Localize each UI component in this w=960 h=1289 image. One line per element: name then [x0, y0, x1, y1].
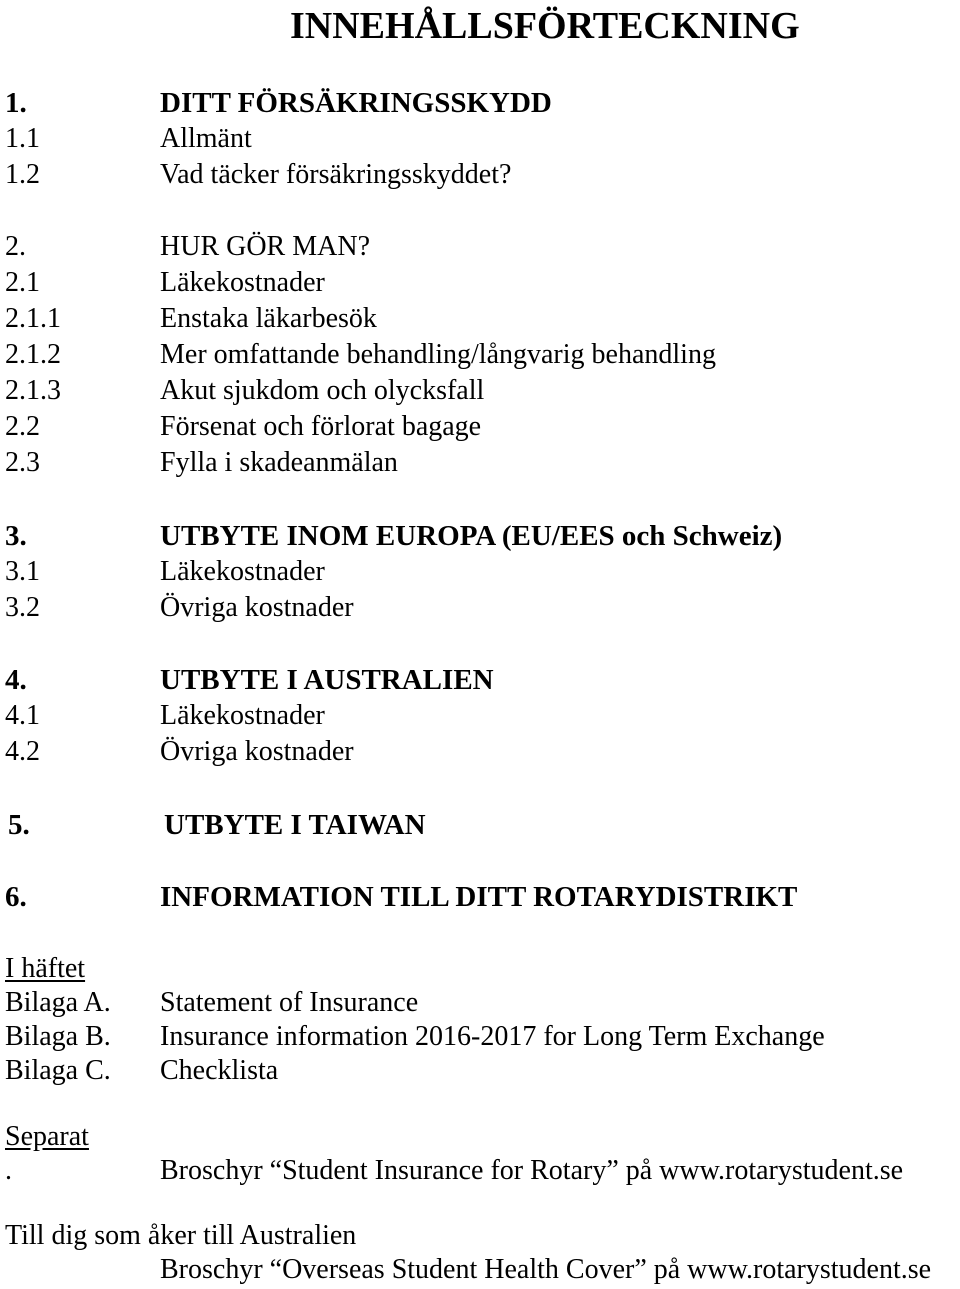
appendix-label: Bilaga C. — [5, 1055, 111, 1086]
appendix-c — [0, 1054, 960, 1088]
toc-number: 2. — [5, 231, 26, 262]
toc-number: 2.1.3 — [5, 375, 61, 406]
toc-label: Vad täcker försäkringsskyddet? — [160, 159, 512, 190]
toc-section-6 — [0, 880, 960, 914]
toc-label: UTBYTE INOM EUROPA (EU/EES och Schweiz) — [160, 520, 783, 552]
toc-number: 3. — [5, 520, 27, 552]
toc-label: Läkekostnader — [160, 556, 325, 587]
toc-label: Övriga kostnader — [160, 736, 354, 767]
australien-text: Broschyr “Overseas Student Health Cover” på www.rotarystudent.se — [160, 1254, 932, 1285]
toc-label: UTBYTE I TAIWAN — [164, 809, 426, 841]
toc-item-2-1-1 — [0, 302, 960, 336]
toc-item-4-1 — [0, 699, 960, 733]
australien-heading-text: Till dig som åker till Australien — [5, 1220, 357, 1251]
toc-item-2-1-2 — [0, 338, 960, 372]
toc-label: Läkekostnader — [160, 267, 325, 298]
toc-number: 4.2 — [5, 736, 40, 767]
toc-label: Övriga kostnader — [160, 592, 354, 623]
appendix-text: Insurance information 2016-2017 for Long Term Exchange — [160, 1021, 825, 1052]
toc-number: 4.1 — [5, 700, 40, 731]
separat-heading-text: Separat — [5, 1121, 89, 1152]
australien-item — [0, 1253, 960, 1287]
toc-item-1-1 — [0, 122, 960, 156]
appendix-label: Bilaga A. — [5, 987, 111, 1018]
appendix-b — [0, 1020, 960, 1054]
toc-item-2-1-3 — [0, 374, 960, 408]
toc-item-2-1 — [0, 266, 960, 300]
toc-number: 5. — [8, 809, 30, 841]
appendix-text: Checklista — [160, 1055, 279, 1086]
toc-item-2-3 — [0, 446, 960, 480]
toc-number: 4. — [5, 664, 27, 696]
toc-item-3-2 — [0, 591, 960, 625]
toc-section-3 — [0, 519, 960, 553]
page-title: INNEHÅLLSFÖRTECKNING — [290, 5, 800, 47]
toc-item-1-2 — [0, 158, 960, 192]
toc-label: Enstaka läkarbesök — [160, 303, 377, 334]
toc-number: 3.1 — [5, 556, 40, 587]
australien-heading — [0, 1219, 960, 1253]
appendix-a — [0, 986, 960, 1020]
toc-item-3-1 — [0, 555, 960, 589]
toc-number: 3.2 — [5, 592, 40, 623]
separat-bullet: . — [5, 1155, 12, 1186]
toc-label: INFORMATION TILL DITT ROTARYDISTRIKT — [160, 881, 798, 913]
haftet-heading-text: I häftet — [5, 953, 86, 984]
toc-number: 2.3 — [5, 447, 40, 478]
toc-label: Mer omfattande behandling/långvarig behandling — [160, 339, 716, 370]
separat-heading — [0, 1120, 960, 1154]
toc-section-1 — [0, 86, 960, 120]
toc-label: Allmänt — [160, 123, 252, 154]
toc-label: Läkekostnader — [160, 700, 325, 731]
separat-item — [0, 1154, 960, 1188]
toc-section-2 — [0, 230, 960, 264]
toc-number: 1.2 — [5, 159, 40, 190]
toc-section-5 — [0, 808, 960, 842]
appendix-label: Bilaga B. — [5, 1021, 111, 1052]
toc-number: 2.1 — [5, 267, 40, 298]
toc-section-4 — [0, 663, 960, 697]
toc-number: 2.1.1 — [5, 303, 61, 334]
toc-label: Försenat och förlorat bagage — [160, 411, 482, 442]
toc-item-4-2 — [0, 735, 960, 769]
toc-number: 6. — [5, 881, 27, 913]
toc-number: 2.2 — [5, 411, 40, 442]
toc-number: 2.1.2 — [5, 339, 61, 370]
toc-label: UTBYTE I AUSTRALIEN — [160, 664, 494, 696]
toc-number: 1. — [5, 87, 27, 119]
toc-item-2-2 — [0, 410, 960, 444]
toc-label: Akut sjukdom och olycksfall — [160, 375, 485, 406]
toc-label: HUR GÖR MAN? — [160, 231, 370, 262]
separat-text: Broschyr “Student Insurance for Rotary” på www.rotarystudent.se — [160, 1155, 904, 1186]
toc-label: DITT FÖRSÄKRINGSSKYDD — [160, 87, 552, 119]
toc-label: Fylla i skadeanmälan — [160, 447, 398, 478]
haftet-heading — [0, 952, 960, 986]
appendix-text: Statement of Insurance — [160, 987, 419, 1018]
toc-number: 1.1 — [5, 123, 40, 154]
